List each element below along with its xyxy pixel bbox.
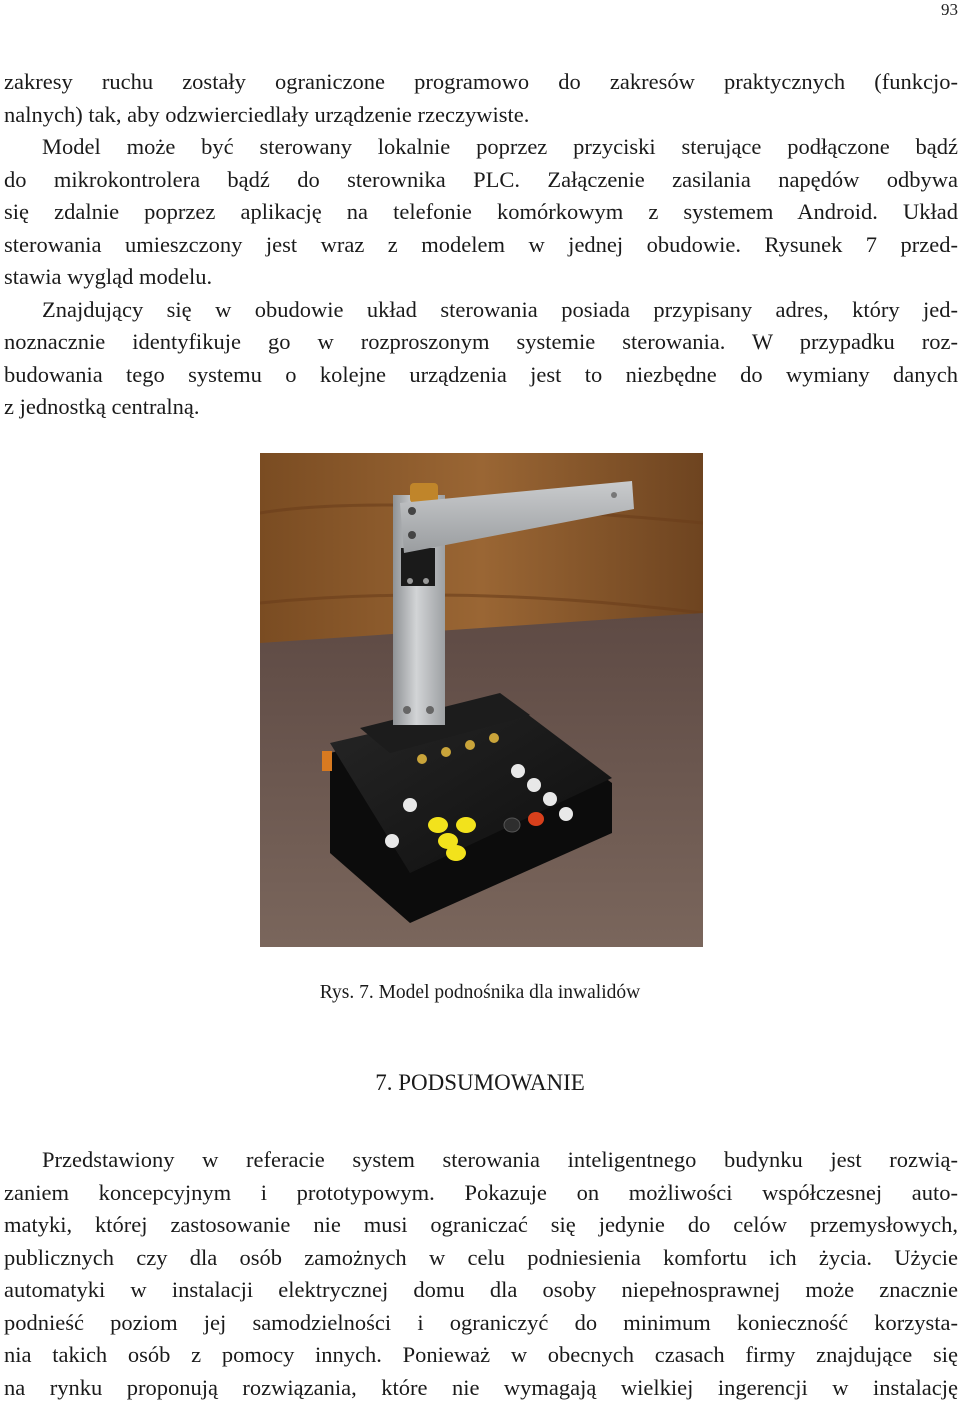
side-knob: [322, 751, 332, 771]
figure-lift-model-photo: [260, 453, 703, 947]
text-line: nalnych) tak, aby odzwierciedlały urządzenie rzeczywiste.: [4, 99, 958, 132]
page-number: 93: [941, 0, 958, 20]
toggle-switch: [465, 740, 475, 750]
text-line: matyki, której zastosowanie nie musi ograniczać się jedynie do celów przemysłowych,: [4, 1209, 958, 1242]
yellow-button: [456, 817, 476, 833]
text-line: podnieść poziom jej samodzielności i ograniczyć do minimum konieczność korzysta-: [4, 1307, 958, 1340]
section-heading: 7. PODSUMOWANIE: [0, 1068, 960, 1098]
servo-motor: [401, 548, 435, 586]
toggle-switch: [441, 747, 451, 757]
white-socket: [385, 834, 399, 848]
figure-caption: Rys. 7. Model podnośnika dla inwalidów: [0, 980, 960, 1006]
text-line: Znajdujący się w obudowie układ sterowania posiada przypisany adres, który jed-: [4, 294, 958, 327]
toggle-switch: [489, 733, 499, 743]
paragraph-summary: [4, 1144, 958, 1404]
text-line: sterowania umieszczony jest wraz z modelem w jednej obudowie. Rysunek 7 przed-: [4, 229, 958, 262]
text-line: się zdalnie poprzez aplikację na telefonie komórkowym z systemem Android. Układ: [4, 196, 958, 229]
text-line: budowania tego systemu o kolejne urządzenia jest to niezbędne do wymiany danych: [4, 359, 958, 392]
text-line: zakresy ruchu zostały ograniczone programowo do zakresów praktycznych (funkcjo-: [4, 66, 958, 99]
white-socket: [527, 778, 541, 792]
text-line: automatyki w instalacji elektrycznej domu dla osoby niepełnosprawnej może znacznie: [4, 1274, 958, 1307]
yellow-button: [428, 817, 448, 833]
text-line: stawia wygląd modelu.: [4, 261, 958, 294]
text-line: Przedstawiony w referacie system sterowania inteligentnego budynku jest rozwią-: [4, 1144, 958, 1177]
text-line: z jednostką centralną.: [4, 391, 958, 424]
white-socket: [559, 807, 573, 821]
text-line: do mikrokontrolera bądź do sterownika PLC. Załączenie zasilania napędów odbywa: [4, 164, 958, 197]
white-socket: [511, 764, 525, 778]
text-line: Model może być sterowany lokalnie poprzez przyciski sterujące podłączone bądź: [4, 131, 958, 164]
paragraph-model-description: [4, 66, 958, 424]
text-line: publicznych czy dla osób zamożnych w celu podniesienia komfortu ich życia. Użycie: [4, 1242, 958, 1275]
white-socket: [543, 792, 557, 806]
lift-model-illustration: [260, 453, 703, 947]
text-line: na rynku proponują rozwiązania, które nie wymagają wielkiej ingerencji w instalację: [4, 1372, 958, 1404]
black-button: [504, 818, 520, 832]
text-line: nia takich osób z pomocy innych. Ponieważ w obecnych czasach firmy znajdujące się: [4, 1339, 958, 1372]
white-socket: [403, 798, 417, 812]
toggle-switch: [417, 754, 427, 764]
red-button: [528, 812, 544, 826]
text-line: noznacznie identyfikuje go w rozproszonym systemie sterowania. W przypadku roz-: [4, 326, 958, 359]
yellow-button: [446, 845, 466, 861]
text-line: zaniem koncepcyjnym i prototypowym. Pokazuje on możliwości współczesnej auto-: [4, 1177, 958, 1210]
